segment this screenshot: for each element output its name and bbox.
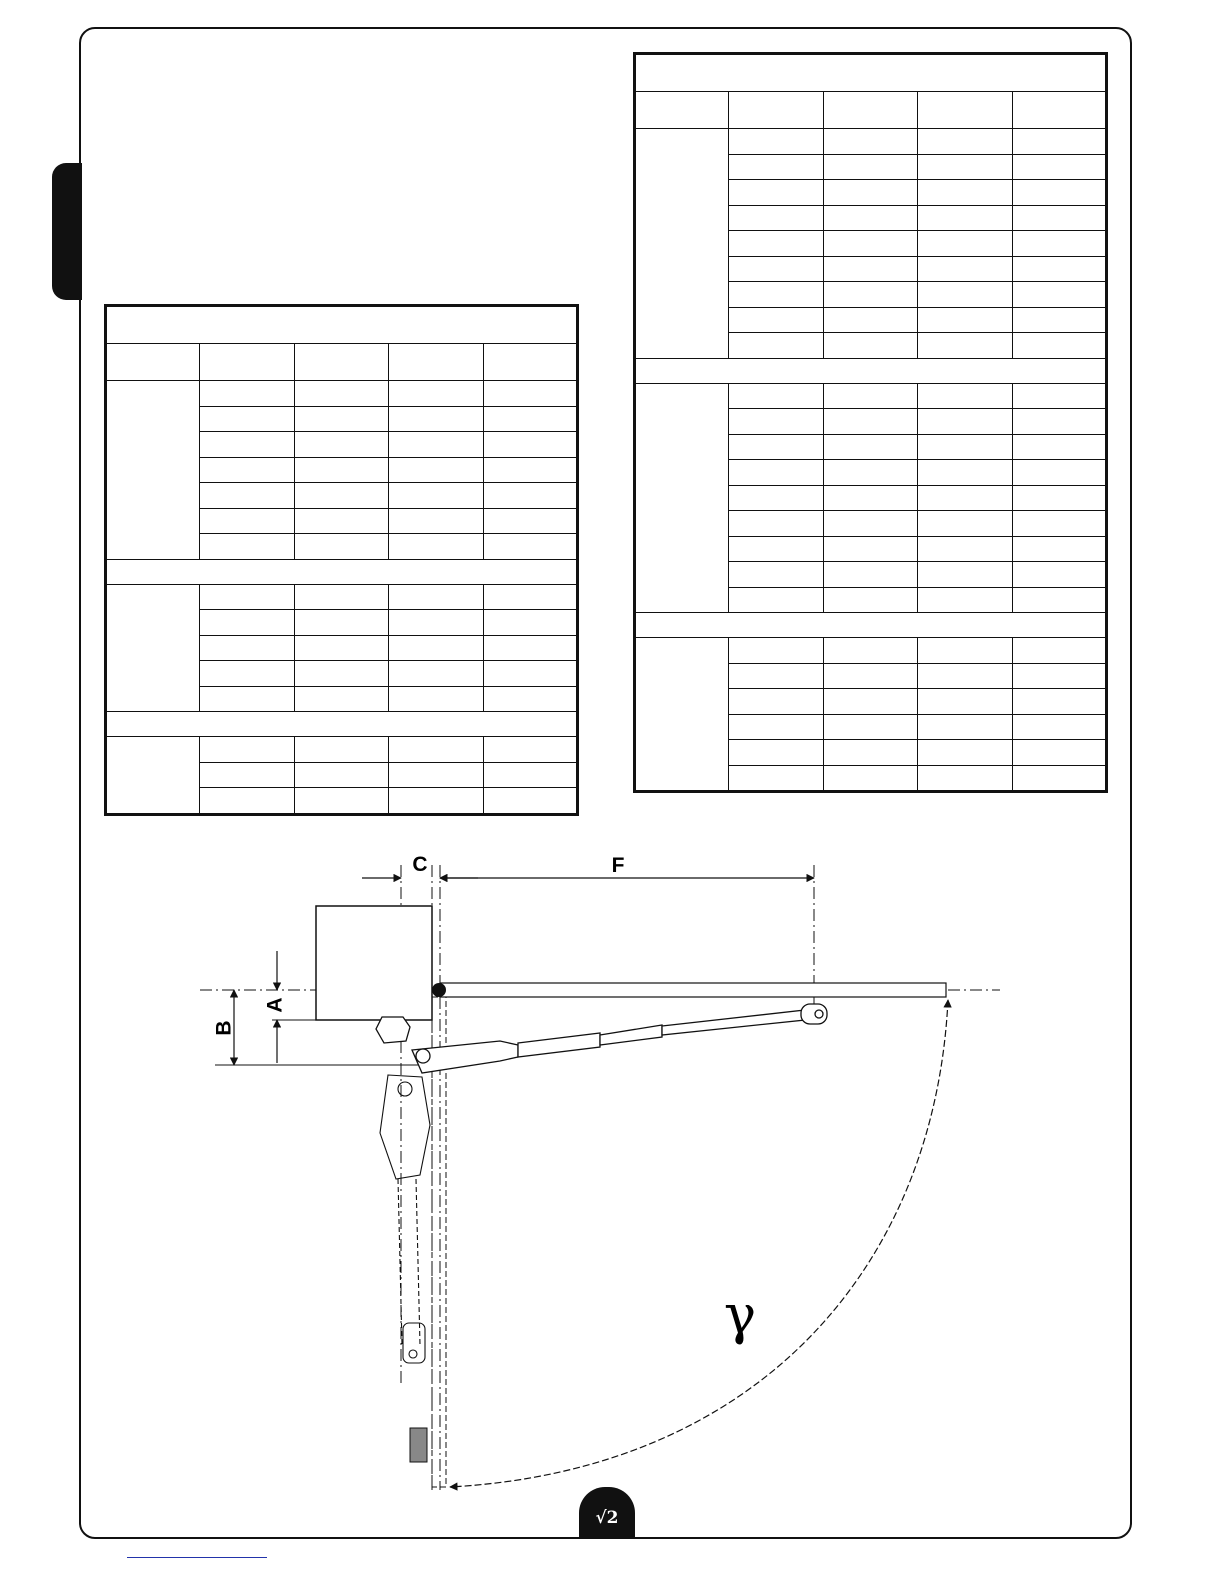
- table-section-row: [635, 613, 1107, 638]
- table-header-row: [106, 344, 578, 381]
- dimension-table-left: [104, 304, 579, 816]
- table-row: [106, 381, 578, 407]
- table-section-row: [106, 712, 578, 737]
- dimension-table-right: [633, 52, 1108, 793]
- table-row: [106, 584, 578, 610]
- table-row: [106, 737, 578, 763]
- actuator-open-position: [380, 1075, 430, 1363]
- dim-label-a: A: [263, 997, 287, 1013]
- footer-rule: [127, 1557, 267, 1558]
- gate-leaf-closed: [440, 983, 946, 997]
- table-header-row: [635, 92, 1107, 129]
- table-row: [635, 638, 1107, 664]
- dim-label-b: B: [212, 1020, 236, 1036]
- installation-diagram: [200, 845, 1010, 1495]
- table-title-row: [106, 306, 578, 344]
- actuator-closed-position: [376, 1004, 827, 1073]
- table-section-row: [635, 358, 1107, 383]
- table-row: [635, 383, 1107, 409]
- opening-angle-symbol: γ: [723, 1283, 757, 1346]
- dim-label-c: C: [412, 853, 428, 876]
- table-section-row: [106, 559, 578, 584]
- table-row: [635, 129, 1107, 155]
- opening-angle-arc: [450, 1000, 948, 1487]
- gate-pillar: [316, 906, 432, 1020]
- page-number-badge: √2: [579, 1487, 635, 1539]
- gate-stop-block: [410, 1428, 427, 1462]
- language-side-tab: [52, 163, 82, 300]
- hinge-point: [432, 983, 446, 997]
- table-title-row: [635, 54, 1107, 92]
- dim-label-f: F: [611, 854, 625, 877]
